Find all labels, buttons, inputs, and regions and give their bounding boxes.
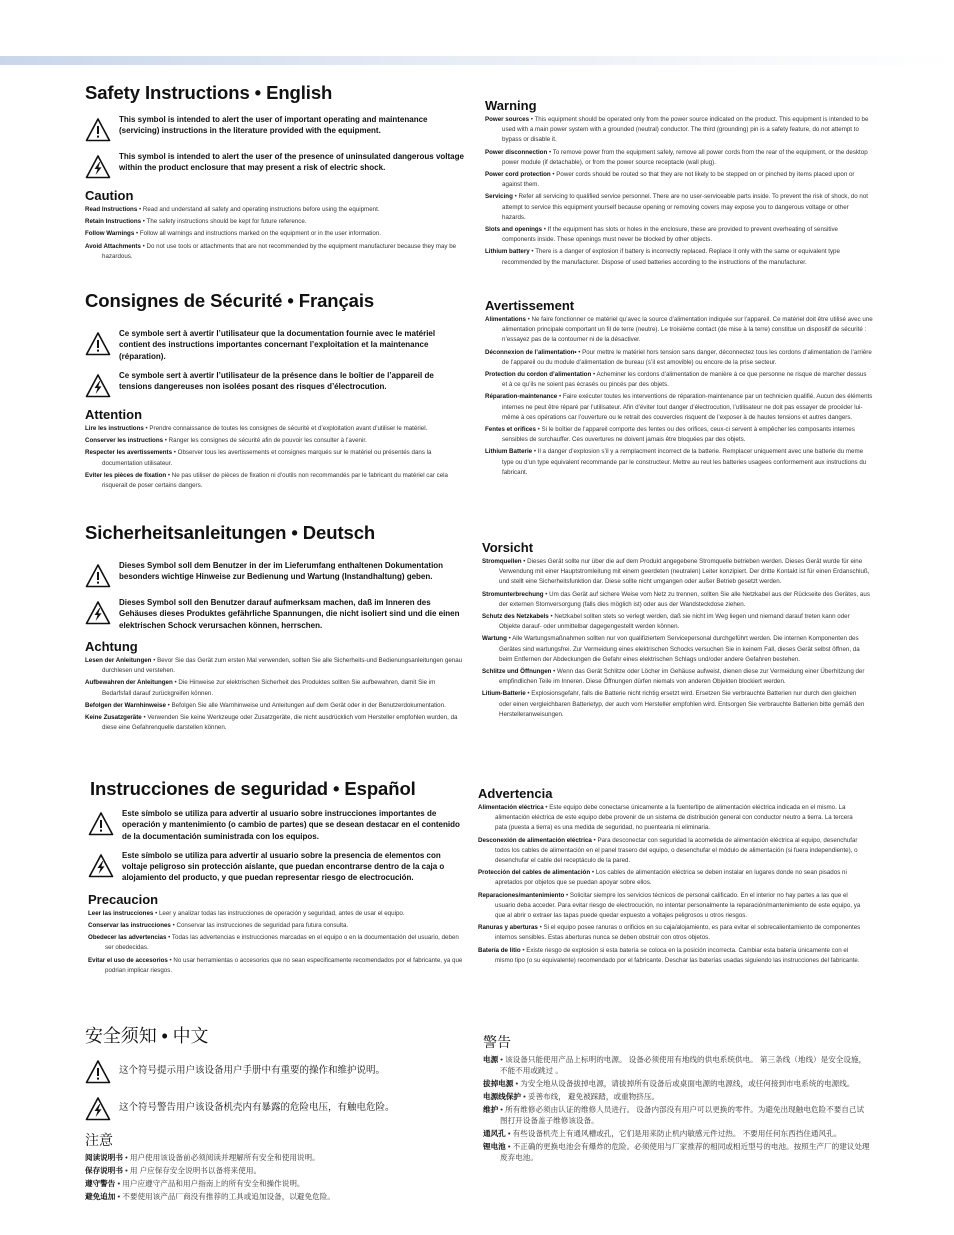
spanish-symbol-warning-text: Este símbolo se utiliza para advertir al usuario sobre instrucciones importantes de operación y mantenimiento (o cambio de partes) que se desean destacar en el contenido de la documentación suministrada con los equipos.	[122, 809, 460, 841]
instruction-item	[85, 448, 465, 468]
spanish-warning-symbol-row	[88, 808, 468, 842]
bullet-separator: •	[564, 891, 570, 899]
instruction-item	[483, 1054, 871, 1076]
bullet-separator: •	[166, 934, 172, 942]
instruction-item	[478, 891, 866, 922]
instruction-item	[485, 115, 873, 146]
german-symbol-voltage-text: Dieses Symbol soll den Benutzer darauf aufmerksam machen, daß im Inneren des Gehäuses dieses Produktes gefährliche Spannungen, die nicht isoliert sind und die einen elektrischen Schock verursachen können, herrschen.	[119, 598, 460, 630]
instruction-text: Wenn das Gerät Schlitze oder Löcher im Gehäuse aufweist, dienen diese zur Vermeidung einer Überhitzung der empfindlichen Teile im Inneren. Diese Öffnungen dürfen niemals von anderen Objekten blockiert werden.	[499, 668, 865, 686]
instruction-item	[482, 612, 870, 632]
instruction-item	[85, 424, 465, 434]
instruction-text: Todas las advertencias e instrucciones marcadas en el equipo o en la documentación del usuario, deben ser obedecidas.	[105, 934, 459, 952]
french-symbol-voltage-text: Ce symbole sert à avertir l’utilisateur de la présence dans le boîtier de l’appareil de tensions dangereuses non isolées posant des risques d’électrocution.	[119, 370, 434, 392]
bullet-separator: •	[551, 668, 558, 676]
instruction-text: Ne faire fonctionner ce matériel qu’avec la source d’alimentation indiquée sur l’appareil. Ce matériel doit être utilisé avec une alimentation principale comportant un fil de terre (neutre). Le troisième contact (de mise à la terre) constitue un dispositif de sécurité : n’essayez pas de la contourner ni de la désactiver.	[502, 316, 873, 344]
instruction-text: If the equipment has slots or holes in the enclosure, these are provided to prevent overheating of sensitive components inside. These openings must never be blocked by other objects.	[502, 226, 838, 244]
bullet-separator: •	[513, 1079, 521, 1088]
instruction-item	[482, 667, 870, 687]
english-voltage-symbol-row	[85, 151, 465, 180]
bullet-separator: •	[520, 946, 527, 954]
instruction-item	[485, 148, 873, 168]
bullet-separator: •	[165, 701, 172, 709]
german-title: Sicherheitsanleitungen • Deutsch	[85, 522, 376, 543]
instruction-term: Evitar el uso de accesorios	[88, 956, 168, 964]
french-warning-symbol-row	[85, 328, 465, 362]
english-warning-heading: Warning	[485, 98, 537, 113]
instruction-text: Prendre connaissance de toutes les consignes de sécurité et d’exploitation avant d’utiliser le matériel.	[149, 424, 428, 432]
warning-triangle-icon	[85, 1059, 111, 1085]
chinese-title: 安全须知 • 中文	[85, 1026, 209, 1046]
instruction-term: 锂电池	[483, 1142, 506, 1151]
instruction-item	[485, 425, 873, 445]
instruction-item	[85, 229, 465, 239]
instruction-term: Read Instructions	[85, 206, 138, 213]
spanish-caution-list	[88, 909, 468, 976]
instruction-item	[482, 557, 870, 588]
instruction-term: 电源线保护	[483, 1092, 521, 1101]
german-caution-heading: Achtung	[85, 638, 138, 654]
french-caution-list	[85, 424, 465, 491]
instruction-term: Slots and openings	[485, 226, 543, 234]
chinese-caution-list	[85, 1152, 465, 1202]
bullet-separator: •	[141, 713, 148, 721]
instruction-item	[485, 447, 873, 478]
instruction-item	[85, 242, 465, 262]
warning-triangle-icon	[85, 117, 111, 143]
instruction-text: Ranger les consignes de sécurité afin de pouvoir les consulter à l’avenir.	[168, 437, 367, 445]
instruction-term: Protection du cordon d’alimentation	[485, 371, 592, 379]
instruction-item	[485, 370, 873, 390]
instruction-item	[85, 1152, 465, 1163]
french-warning-heading: Avertissement	[485, 298, 575, 313]
bullet-separator: •	[529, 248, 536, 256]
instruction-text: 不正确的更换电池会有爆炸的危险。必须使用与厂家推荐的相同或相近型号的电池。按照生产厂的建议处理废弃电池。	[500, 1142, 870, 1162]
bullet-separator: •	[172, 679, 179, 687]
bullet-separator: •	[543, 804, 550, 811]
instruction-item	[483, 1104, 871, 1126]
instruction-term: Alimentations	[485, 316, 526, 323]
bullet-separator: •	[529, 116, 535, 123]
instruction-term: Power sources	[485, 116, 530, 123]
instruction-term: 通风孔	[483, 1129, 506, 1138]
instruction-item	[85, 217, 465, 227]
instruction-term: Power cord protection	[485, 171, 551, 179]
bullet-separator: •	[170, 921, 177, 929]
instruction-term: 阅读说明书	[85, 1153, 123, 1162]
instruction-text: 所有维修必须由认证的维修人员进行。 设备内部没有用户可以更换的零件。为避免出现触电危险不要自己试图打开设备盖子维修该设备。	[500, 1105, 865, 1125]
english-warning-list	[485, 115, 873, 268]
instruction-text: 用户使用该设备前必须阅读并理解所有安全和使用说明。	[129, 1153, 320, 1162]
high-voltage-icon	[85, 154, 111, 180]
warning-triangle-icon	[85, 331, 111, 357]
instruction-text: Um das Gerät auf sichere Weise vom Netz zu trennen, sollten Sie alle Netzkabel aus der Rückseite des Gerätes, aus der externen Stomversorgung (falls dies möglich ist) oder aus der Wandsteckdose ziehen.	[499, 590, 870, 608]
bullet-separator: •	[122, 1153, 130, 1162]
instruction-term: Respecter les avertissements	[85, 449, 173, 457]
bullet-separator: •	[537, 924, 544, 932]
instruction-item	[482, 634, 870, 665]
bullet-separator: •	[151, 656, 158, 664]
instruction-term: Lesen der Anleitungen	[85, 656, 152, 664]
bullet-separator: •	[550, 171, 557, 179]
instruction-term: Aufbewahren der Anleitungen	[85, 679, 173, 687]
bullet-separator: •	[535, 426, 542, 434]
instruction-term: 电源	[483, 1055, 499, 1064]
instruction-text: Explosionsgefahr, falls die Batterie nicht richtig ersetzt wird. Ersetzen Sie verbrauchte Batterien nur durch den gleichen oder einen vergleichbaren Batterietyp, der auch vom Hersteller empfohlen wird. Entsorgen Sie verbrauchte Batterien bitte gemäß den Herstelleranweisungen.	[499, 690, 865, 718]
instruction-text: Pour mettre le matériel hors tension sans danger, déconnectez tous les cordons d’alimentation de l’arrière de l’appareil ou du module d’alimentation de bureau (s’il est amovible) ou encore de la prise secteur.	[502, 348, 872, 366]
instruction-text: Do not use tools or attachments that are not recommended by the equipment manufacturer because they may be hazardous.	[102, 242, 457, 260]
instruction-item	[88, 933, 468, 953]
spanish-title: Instrucciones de seguridad • Español	[90, 778, 416, 799]
instruction-term: Protección del cables de alimentación	[478, 869, 591, 877]
spanish-warning-list	[478, 803, 866, 966]
instruction-text: Dieses Gerät sollte nur über die auf dem Produkt angegebene Stromquelle betrieben werden. Dieses Gerät wurde für eine Verwendung mit einer Hauptstromleitung mit einem geerdeten (neutralen) Leiter konzipiert. Der dritte Kontakt ist für einen Erdanschluß, und stellt eine Sicherheitsfunktion dar. Diese sollte nicht umgangen oder außer Betrieb gesetzt werden.	[499, 558, 870, 586]
high-voltage-icon	[85, 600, 111, 626]
instruction-text: 有些设备机壳上有通风槽或孔，它们是用来防止机内敏感元件过热。 不要用任何东西挡住通风孔。	[512, 1129, 842, 1138]
bullet-separator: •	[153, 909, 159, 917]
instruction-term: 保存说明书	[85, 1166, 123, 1175]
instruction-term: Power disconnection	[485, 148, 548, 156]
instruction-term: Follow Warnings	[85, 230, 135, 238]
instruction-item	[485, 392, 873, 423]
instruction-text: No usar herramientas o accesorios que no sean especificamente recomendados por el fabricante, ya que podrian implicar riesgos.	[105, 956, 463, 974]
instruction-text: Si le boîtier de l’appareil comporte des fentes ou des orifices, ceux-ci servent à empêcher les composants internes sensibles de surchauffer. Ces ouvertures ne doivent jamais être bloquées par des objets.	[502, 426, 855, 444]
instruction-text: Power cords should be routed so that they are not likely to be stepped on or pinched by items placed upon or against them.	[502, 171, 855, 189]
instruction-term: Lithium Batterie	[485, 448, 533, 456]
instruction-text: Existe riesgo de explosión si esta batería se coloca en la posición incorrecta. Cambiar esta batería únicamente con el mismo tipo (o su equivalente) recomendado por el fabricante. Deschar las baterías usadas siguiendo las instrucciones del fabricante.	[495, 946, 860, 964]
bullet-separator: •	[548, 613, 555, 621]
instruction-text: Faire exécuter toutes les interventions de réparation-maintenance par un technicien qualifié. Aucun des éléments internes ne peut être réparé par l’utilisateur. Afin d’éviter tout danger d’électrocution, l’utilisateur ne doit pas essayer de procéder lui-même à ces opérations car l’ouverture ou le retrait des couvercles risquent de l’exposer à de hautes tensions et autres dangers.	[502, 393, 873, 421]
english-caution-list	[85, 205, 465, 262]
instruction-text: Bevor Sie das Gerät zum ersten Mal verwenden, sollten Sie alle Sicherheits-und Bedienungsanleitungen genau durchlesen und verstehen.	[102, 656, 463, 675]
instruction-item	[478, 868, 866, 888]
chinese-voltage-symbol-row	[85, 1093, 465, 1122]
spanish-voltage-symbol-row	[88, 850, 468, 884]
instruction-text: There is a danger of explosion if battery is incorrectly replaced. Replace it only with the same or equivalent type recommended by the manufacturer. Dispose of used batteries according to the instructions of the manufacturer.	[502, 248, 840, 266]
bullet-separator: •	[115, 1192, 123, 1201]
instruction-term: Eviter les pièces de fixation	[85, 471, 167, 479]
instruction-term: Lithium battery	[485, 248, 530, 256]
bullet-separator: •	[505, 1129, 513, 1138]
instruction-term: Wartung	[482, 635, 507, 643]
french-voltage-symbol-row	[85, 370, 465, 399]
german-warning-list	[482, 557, 870, 720]
instruction-item	[478, 946, 866, 966]
instruction-item	[485, 348, 873, 368]
bullet-separator: •	[520, 1092, 528, 1101]
bullet-separator: •	[525, 690, 532, 698]
instruction-item	[478, 836, 866, 867]
french-safety-section	[85, 290, 465, 493]
instruction-text: Netzkabel sollten stets so verlegt werden, daß sie nicht im Weg liegen und niemand darauf treten kann oder Objekte darauf- oder unmittelbar dagegengestellt werden können.	[499, 613, 850, 631]
instruction-term: Leer las instrucciones	[88, 909, 154, 917]
instruction-term: Befolgen der Warnhinweise	[85, 701, 166, 709]
instruction-text: Ne pas utiliser de pièces de fixation ni d’outils non recommandés par le fabricant du matériel car cela risquerait de poser certains dangers.	[102, 471, 448, 489]
instruction-item	[478, 803, 866, 834]
instruction-text: Befolgen Sie alle Warnhinweise und Anleitungen auf dem Gerät oder in der Benutzerdokumentation.	[171, 701, 446, 709]
bullet-separator: •	[498, 1105, 506, 1114]
german-safety-section	[85, 522, 465, 735]
english-warning-section	[485, 98, 873, 270]
instruction-item	[88, 921, 468, 931]
instruction-text: 用 户应保存安全说明书以备将来使用。	[129, 1166, 262, 1175]
instruction-item	[483, 1078, 871, 1089]
bullet-separator: •	[115, 1179, 123, 1188]
chinese-warning-list	[483, 1054, 871, 1163]
bullet-separator: •	[141, 218, 147, 226]
instruction-item	[485, 315, 873, 346]
instruction-text: Il a danger d’explosion s’il y a remplacment incorrect de la batterie. Remplacer uniquement avec une batterie du meme type ou d’un type equivalent recommande par le constructeur. Mettre au reut les batteries usagees conformement aux instructions du fabricant.	[502, 448, 867, 476]
instruction-text: 用户应遵守产品和用户指南上的所有安全和操作说明。	[122, 1179, 305, 1188]
instruction-term: 拔掉电源	[483, 1079, 514, 1088]
french-title: Consignes de Sécurité • Français	[85, 290, 375, 311]
spanish-safety-section	[88, 778, 468, 978]
instruction-item	[85, 656, 465, 676]
instruction-item	[485, 192, 873, 223]
spanish-warning-section	[478, 786, 866, 968]
instruction-term: Servicing	[485, 193, 513, 201]
chinese-safety-section	[85, 1022, 465, 1204]
french-symbol-warning-text: Ce symbole sert à avertir l’utilisateur que la documentation fournie avec le matériel contient des instructions importantes concernant l’exploitation et la maintenance (réparation).	[119, 329, 436, 361]
instruction-text: 不要使用该产品厂商没有推荐的工具或追加设备，以避免危险。	[122, 1192, 335, 1201]
chinese-warning-symbol-row	[85, 1056, 465, 1085]
instruction-term: Stromunterbrechung	[482, 590, 544, 598]
bullet-separator: •	[498, 1055, 506, 1064]
bullet-separator: •	[143, 424, 150, 432]
instruction-text: Observer tous les avertissements et consignes marqués sur le matériel ou présentés dans la documentation utilisateur.	[102, 449, 432, 467]
german-symbol-warning-text: Dieses Symbol soll dem Benutzer in der im Lieferumfang enthaltenen Dokumentation besonders wichtige Hinweise zur Bedienung und Wartung (Instandhaltung) geben.	[119, 561, 444, 582]
instruction-term: Stromquellen	[482, 558, 522, 565]
instruction-term: Obedecer las advertencias	[88, 934, 167, 942]
instruction-term: Déconnexion de l’alimentation•	[485, 348, 577, 356]
instruction-item	[85, 1191, 465, 1202]
bullet-separator: •	[505, 1142, 513, 1151]
instruction-term: Lire les instructions	[85, 424, 144, 432]
instruction-term: 避免追加	[85, 1192, 116, 1201]
bullet-separator: •	[532, 448, 538, 456]
instruction-text: Si el equipo posee ranuras o orificios en su caja/alojamiento, es para evitar el sobrecalientamiento de componentes internos sensibles. Estas aberturas nunca se deben obstruir con otros objetos.	[495, 924, 861, 942]
instruction-text: Para desconectar con seguridad la acometida de alimentación eléctrica al equipo, desenchufar todos los cables de alimentación en el panel trasero del equipo, o desenchufar el módulo de alimentación (si fuera independiente), o desenchufar el cable del receptáculo de la pared.	[495, 836, 858, 865]
instruction-item	[482, 689, 870, 720]
instruction-text: This equipment should be operated only from the power source indicated on the product. This equipment is intended to be used with a main power system with a grounded (neutral) conductor. The third (grounding) pin is a safety feature, do not attempt to bypass or disable it.	[502, 116, 869, 144]
bullet-separator: •	[140, 242, 147, 250]
instruction-term: Desconexión de alimentación eléctrica	[478, 836, 592, 844]
bullet-separator: •	[542, 226, 548, 234]
instruction-item	[483, 1128, 871, 1139]
instruction-text: Solicitar siempre los servicios técnicos de personal calificado. En el interior no hay partes a las que el usuario deba acceder. Para evitar riesgo de electrocución, no intentar personalmente la reparación/mantenimiento de este equipo, ya que al abrir o extraer las tapas puede quedar expuesto a voltajes peligrosos u otros riesgos.	[495, 891, 861, 920]
instruction-term: Litium-Batterie	[482, 690, 526, 698]
english-title: Safety Instructions • English	[85, 82, 333, 103]
instruction-item	[482, 590, 870, 610]
bullet-separator: •	[591, 371, 597, 379]
instruction-text: Alle Wartungsmaßnahmen sollten nur von qualifiziertem Servicepersonal durchgeführt werden. Die internen Komponenten des Gerätes sind wartungsfrei. Zur Vermeidung eines elektrischen Schocks versuchen Sie in keinem Fall, dieses Gerät selbst öffnen, da beim Entfernen der Abdeckungen die Gefahr eines elektrischen Schlags und/oder andere Gefahren bestehen.	[499, 635, 860, 663]
instruction-item	[85, 1165, 465, 1176]
instruction-text: 妥善布线， 避免被踩踏，或重物挤压。	[527, 1092, 660, 1101]
bullet-separator: •	[134, 230, 140, 238]
instruction-term: Reparaciones/mantenimiento	[478, 891, 565, 899]
bullet-separator: •	[166, 471, 172, 479]
instruction-item	[85, 471, 465, 491]
instruction-item	[85, 678, 465, 698]
bullet-separator: •	[557, 393, 563, 401]
chinese-symbol-warning-text: 这个符号提示用户该设备用户手册中有重要的操作和维护说明。	[119, 1064, 386, 1076]
german-warning-symbol-row	[85, 560, 465, 589]
instruction-term: Réparation-maintenance	[485, 393, 558, 401]
bullet-separator: •	[543, 590, 550, 598]
chinese-warning-section	[483, 1032, 871, 1165]
bullet-separator: •	[590, 869, 596, 877]
chinese-caution-heading: 注意	[85, 1132, 113, 1148]
instruction-text: Refer all servicing to qualified service personnel. There are no user-serviceable parts inside. To prevent the risk of shock, do not attempt to service this equipment yourself because opening or removing covers may expose you to dangerous voltage or other hazards.	[502, 193, 869, 221]
bullet-separator: •	[167, 956, 174, 964]
french-warning-list	[485, 315, 873, 478]
bullet-separator: •	[122, 1166, 130, 1175]
bullet-separator: •	[163, 437, 169, 445]
bullet-separator: •	[172, 449, 178, 457]
high-voltage-icon	[85, 1096, 111, 1122]
spanish-warning-heading: Advertencia	[478, 786, 553, 801]
instruction-item	[478, 923, 866, 943]
english-safety-section	[85, 82, 465, 264]
instruction-term: Batería de litio	[478, 946, 521, 954]
german-warning-section	[482, 540, 870, 722]
header-bar	[0, 56, 954, 65]
instruction-item	[485, 170, 873, 190]
instruction-text: The safety instructions should be kept for future reference.	[146, 218, 307, 226]
high-voltage-icon	[85, 373, 111, 399]
instruction-item	[85, 713, 465, 733]
instruction-text: 该设备只能使用产品上标明的电源。 设备必须使用有地线的供电系统供电。 第三条线（地线）是安全设施，不能不用或跳过 。	[500, 1055, 867, 1075]
instruction-term: Avoid Attachments	[85, 242, 141, 250]
german-warning-heading: Vorsicht	[482, 540, 534, 555]
instruction-term: Retain Instructions	[85, 218, 142, 226]
spanish-caution-heading: Precaucion	[88, 891, 159, 907]
warning-triangle-icon	[85, 563, 111, 589]
instruction-item	[483, 1091, 871, 1102]
instruction-item	[485, 247, 873, 267]
english-warning-symbol-row	[85, 114, 465, 143]
instruction-text: Read and understand all safety and operating instructions before using the equipment.	[142, 206, 380, 213]
bullet-separator: •	[525, 316, 532, 323]
instruction-text: Conservar las instrucciones de seguridad para futura consulta.	[176, 921, 349, 929]
instruction-text: Die Hinweise zur elektrischen Sicherheit des Produktes sollten Sie aufbewahren, damit Sie im Bedarfsfall darauf zurückgreifen können.	[102, 679, 436, 697]
bullet-separator: •	[521, 558, 528, 565]
bullet-separator: •	[137, 206, 143, 213]
instruction-text: To remove power from the equipment safely, remove all power cords from the rear of the equipment, or the desktop power module (if detachable), or from the power source receptacle (wall plug).	[502, 148, 868, 166]
instruction-term: 维护	[483, 1105, 499, 1114]
bullet-separator: •	[547, 148, 553, 156]
bullet-separator: •	[576, 348, 583, 356]
instruction-item	[88, 909, 468, 919]
english-symbol-voltage-text: This symbol is intended to alert the user of the presence of uninsulated dangerous voltage within the product enclosure that may present a risk of electric shock.	[119, 152, 464, 173]
spanish-symbol-voltage-text: Este símbolo se utiliza para advertir al usuario sobre la presencia de elementos con voltaje peligroso sin protección aislante, que puedan encontrarse dentro de la caja o alojamiento del producto, y que puedan representar riesgo de electrocución.	[122, 850, 445, 883]
instruction-text: Acheminer les cordons d’alimentation de manière à ce que personne ne risque de marcher dessus et à ce qu’ils ne soient pas écrasés ou pincés par des objets.	[502, 371, 867, 389]
high-voltage-icon	[88, 853, 114, 879]
instruction-term: Conserver les instructions	[85, 437, 164, 445]
instruction-text: Los cables de alimentación eléctrica se deben instalar en lugares donde no sean pisados ni apretados por objetos que se puedan apoyar sobre ellos.	[495, 869, 847, 887]
german-voltage-symbol-row	[85, 597, 465, 631]
instruction-text: Este equipo debe conectarse únicamente a la fuente/tipo de alimentación eléctrica indicada en el mismo. La alimentación eléctrica de este equipo debe provenir de un sistema de distribución general con conductor neutro a tierra. La tercera pata (puesta a tierra) es una medida de seguridad, no puentearia ni eliminaria.	[495, 804, 853, 832]
bullet-separator: •	[512, 193, 519, 201]
instruction-term: Conservar las instrucciones	[88, 921, 171, 929]
instruction-term: Schlitze und Öffnungen	[482, 668, 552, 676]
chinese-warning-heading: 警告	[483, 1034, 511, 1050]
instruction-item	[483, 1141, 871, 1163]
instruction-text: 为安全地从设备拔掉电源，请拔掉所有设备后或桌面电源的电源线，或任何接到市电系统的电源线。	[520, 1079, 855, 1088]
instruction-text: Leer y analizar todas las instrucciones de operación y seguridad, antes de usar el equipo.	[158, 909, 405, 917]
instruction-item	[85, 1178, 465, 1189]
instruction-term: 遵守警告	[85, 1179, 116, 1188]
instruction-term: Fentes et orifices	[485, 426, 536, 434]
english-symbol-warning-text: This symbol is intended to alert the user of important operating and maintenance (servicing) instructions in the literature provided with the equipment.	[119, 115, 428, 136]
bullet-separator: •	[591, 836, 598, 844]
english-caution-heading: Caution	[85, 188, 134, 203]
instruction-term: Schutz des Netzkabels	[482, 613, 549, 621]
instruction-item	[85, 701, 465, 711]
instruction-text: Follow all warnings and instructions marked on the equipment or in the user information.	[139, 230, 381, 238]
instruction-item	[88, 956, 468, 976]
instruction-item	[485, 225, 873, 245]
warning-triangle-icon	[88, 811, 114, 837]
instruction-term: Keine Zusatzgeräte	[85, 713, 142, 721]
chinese-symbol-voltage-text: 这个符号警告用户该设备机壳内有暴露的危险电压，有触电危险。	[119, 1101, 395, 1113]
french-warning-section	[485, 298, 873, 480]
french-caution-heading: Attention	[85, 406, 143, 422]
instruction-term: Ranuras y aberturas	[478, 924, 538, 932]
german-caution-list	[85, 656, 465, 733]
instruction-item	[85, 436, 465, 446]
instruction-item	[85, 205, 465, 215]
instruction-text: Verwenden Sie keine Werkzeuge oder Zusatzgeräte, die nicht ausdrücklich vom Hersteller empfohlen wurden, da diese eine Gefahrenquelle darstellen können.	[102, 713, 458, 732]
instruction-term: Alimentación eléctrica	[478, 804, 544, 811]
bullet-separator: •	[506, 635, 513, 643]
